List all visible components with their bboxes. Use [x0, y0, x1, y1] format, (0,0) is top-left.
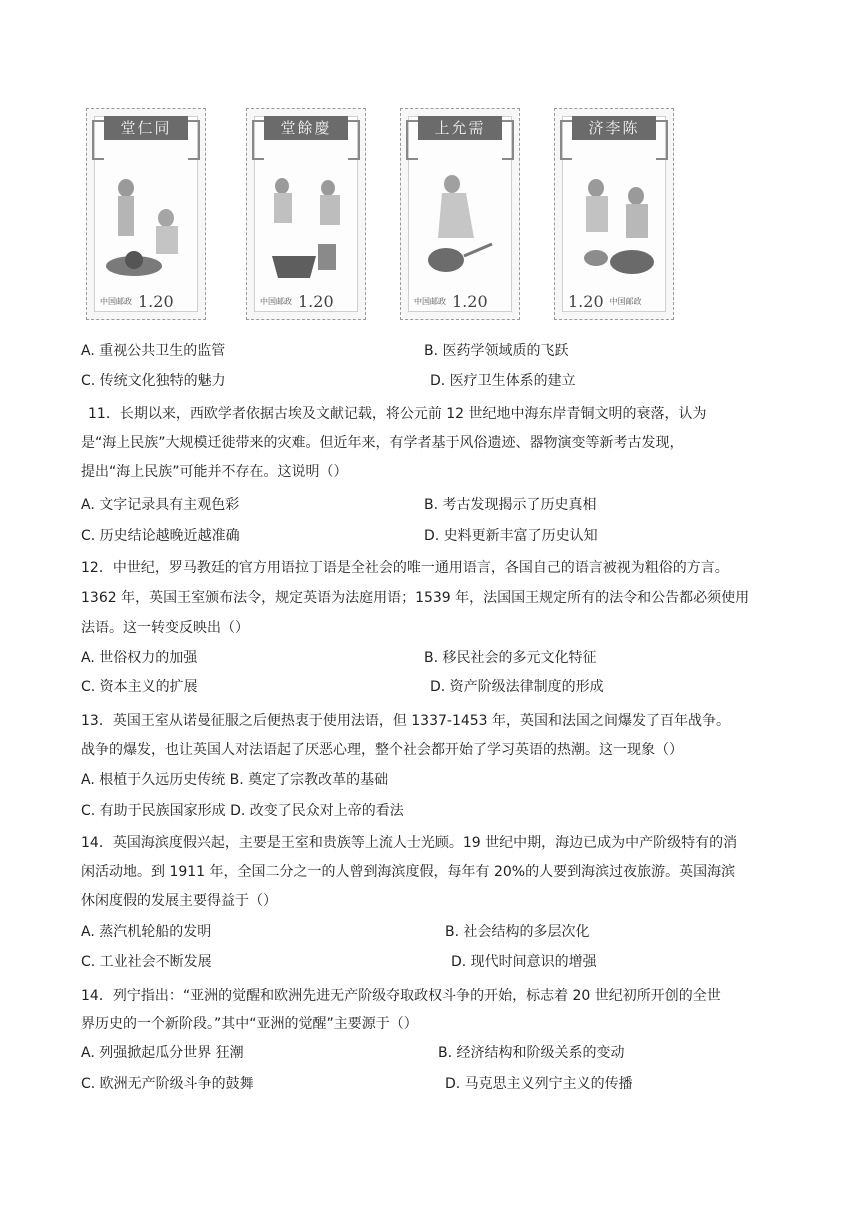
q12-stem-line-1: 12．中世纪，罗马教廷的官方用语拉丁语是全社会的唯一通用语言，各国自己的语言被视为粗俗的方言。 [81, 560, 729, 576]
stamp-value: 1.20 [452, 291, 488, 311]
stamp-issuer: 中国邮政 [260, 296, 292, 306]
stamp-yuqingtang [246, 108, 366, 320]
q11-option-d[interactable]: D. 史料更新丰富了历史认知 [424, 528, 598, 544]
q10-option-b[interactable]: B. 医药学领域质的飞跃 [424, 343, 569, 359]
q14b-option-b[interactable]: B. 经济结构和阶级关系的变动 [438, 1045, 625, 1061]
stamp-illustration [412, 148, 508, 288]
q13-stem-line-2: 战争的爆发，也让英国人对法语起了厌恶心理，整个社会都开始了学习英语的热潮。这一现象（） [81, 742, 683, 758]
stamp-title: 济李陈 [572, 116, 656, 140]
q10-option-d[interactable]: D. 医疗卫生体系的建立 [430, 373, 576, 389]
q12-option-b[interactable]: B. 移民社会的多元文化特征 [424, 650, 597, 666]
q14a-option-d[interactable]: D. 现代时间意识的增强 [451, 954, 597, 970]
q14b-option-d[interactable]: D. 马克思主义列宁主义的传播 [445, 1076, 633, 1092]
q14b-option-a[interactable]: A. 列强掀起瓜分世界 狂潮 [81, 1045, 244, 1061]
q14a-stem-line-3: 休闲度假的发展主要得益于（） [81, 893, 277, 909]
stamp-issuer: 中国邮政 [609, 296, 642, 306]
q14a-option-b[interactable]: B. 社会结构的多层次化 [445, 924, 590, 940]
q11-stem-line-2: 是“海上民族”大规模迁徙带来的灾难。但近年来，有学者基于风俗遗迹、器物演变等新考古发现， [81, 435, 684, 451]
stamp-leiyunshang [400, 108, 520, 320]
stamp-tongrentang [86, 108, 206, 320]
q12-stem-line-3: 法语。这一转变反映出（） [81, 620, 249, 636]
stamp-illustration [98, 148, 194, 288]
q13-options-line-1[interactable]: A. 根植于久远历史传统 B. 奠定了宗教改革的基础 [81, 772, 389, 788]
q12-option-c[interactable]: C. 资本主义的扩展 [81, 679, 198, 695]
q10-option-a[interactable]: A. 重视公共卫生的监管 [81, 343, 226, 359]
q11-option-a[interactable]: A. 文字记录具有主观色彩 [81, 497, 240, 513]
q13-stem-line-1: 13．英国王室从诺曼征服之后便热衷于使用法语，但 1337-1453 年，英国和法国之间爆发了百年战争。 [81, 713, 731, 729]
q12-option-d[interactable]: D. 资产阶级法律制度的形成 [430, 679, 604, 695]
q14a-option-c[interactable]: C. 工业社会不断发展 [81, 954, 212, 970]
stamp-value: 1.20 [298, 291, 334, 311]
q10-option-c[interactable]: C. 传统文化独特的魅力 [81, 373, 226, 389]
stamp-chenlizhe [554, 108, 674, 320]
q12-option-a[interactable]: A. 世俗权力的加强 [81, 650, 198, 666]
q14a-stem-line-1: 14．英国海滨度假兴起，主要是王室和贵族等上流人士光顾。19 世纪中期，海边已成为中产阶级特有的消 [81, 835, 738, 851]
q11-stem-line-3: 提出“海上民族”可能并不存在。这说明（） [81, 464, 348, 480]
q11-option-c[interactable]: C. 历史结论越晚近越准确 [81, 528, 240, 544]
stamp-title: 堂仁同 [104, 116, 188, 140]
q11-stem-line-1: 11．长期以来，西欧学者依据古埃及文献记载，将公元前 12 世纪地中海东岸青铜文明的衰落，认为 [88, 406, 707, 422]
stamp-issuer: 中国邮政 [414, 296, 446, 306]
q14b-stem-line-2: 界历史的一个新阶段。”其中“亚洲的觉醒”主要源于（） [81, 1016, 418, 1032]
stamp-illustration [566, 148, 662, 288]
q11-option-b[interactable]: B. 考古发现揭示了历史真相 [424, 497, 597, 513]
q12-stem-line-2: 1362 年，英国王室颁布法令，规定英语为法庭用语；1539 年，法国国王规定所有的法令和公告都必须使用 [81, 590, 750, 606]
q13-options-line-2[interactable]: C. 有助于民族国家形成 D. 改变了民众对上帝的看法 [81, 803, 404, 819]
q14a-stem-line-2: 闲活动地。到 1911 年，全国二分之一的人曾到海滨度假，每年有 20%的人要到海滨过夜旅游。英国海滨 [81, 864, 736, 880]
stamp-title: 堂餘慶 [264, 116, 348, 140]
stamp-illustration [258, 148, 354, 288]
q14b-stem-line-1: 14．列宁指出：“亚洲的觉醒和欧洲先进无产阶级夺取政权斗争的开始，标志着 20 世纪初所开创的全世 [81, 988, 721, 1004]
q14a-option-a[interactable]: A. 蒸汽机轮船的发明 [81, 924, 212, 940]
stamp-value: 1.20 [568, 291, 604, 311]
stamp-issuer: 中国邮政 [100, 296, 132, 306]
stamp-value: 1.20 [138, 291, 174, 311]
q14b-option-c[interactable]: C. 欧洲无产阶级斗争的鼓舞 [81, 1076, 254, 1092]
stamp-title: 上允需 [418, 116, 502, 140]
